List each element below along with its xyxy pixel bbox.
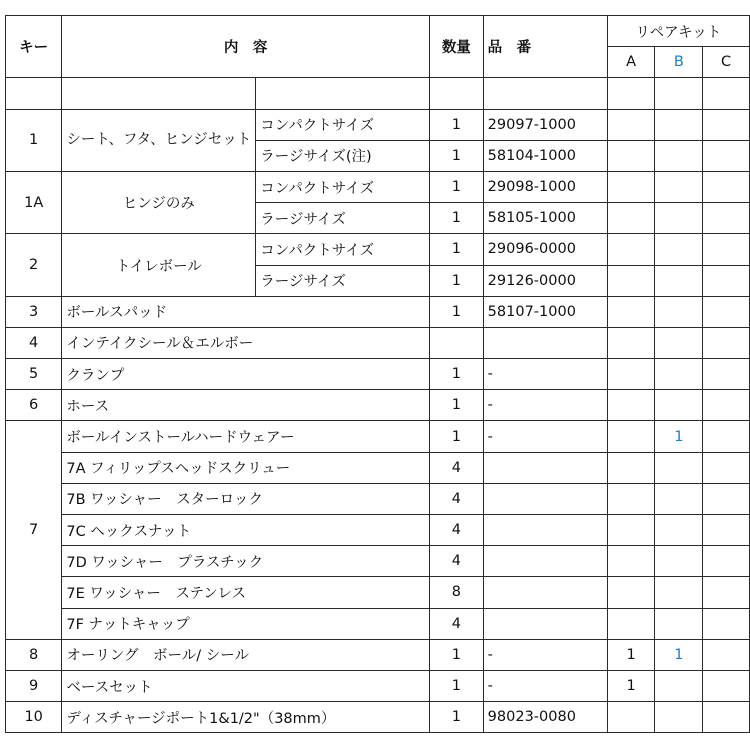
row-kit-c (703, 171, 750, 202)
row-part-no (483, 452, 607, 483)
row-kit-a (607, 140, 655, 171)
row-desc: 7C ヘックスナット (62, 515, 430, 546)
row-part-no: 98023-0080 (483, 702, 607, 733)
row-key: 1 (6, 109, 62, 171)
header-kit-c: C (703, 47, 750, 78)
row-kit-b (655, 171, 703, 202)
row-kit-b (655, 359, 703, 390)
row-kit-c (703, 515, 750, 546)
row-kit-a (607, 109, 655, 140)
row-qty (429, 327, 483, 358)
row-part-no (483, 483, 607, 514)
table-row (6, 670, 750, 701)
row-part-no (483, 327, 607, 358)
row-part-no: - (483, 670, 607, 701)
row-key: 8 (6, 639, 62, 670)
row-part-no: - (483, 359, 607, 390)
row-kit-a (607, 483, 655, 514)
row-desc: 7E ワッシャー ステンレス (62, 577, 430, 608)
row-desc: トイレボール (62, 234, 256, 296)
row-qty: 1 (429, 359, 483, 390)
row-kit-b: 1 (655, 639, 703, 670)
row-kit-b (655, 140, 703, 171)
row-part-no: 58105-1000 (483, 203, 607, 234)
row-kit-c (703, 639, 750, 670)
table-row (6, 452, 750, 483)
parts-table-container (5, 15, 750, 733)
row-kit-a (607, 234, 655, 265)
row-kit-a (607, 608, 655, 639)
table-row (6, 327, 750, 358)
header-kit-a: A (607, 47, 655, 78)
row-kit-b (655, 670, 703, 701)
header-part-no: 品 番 (483, 16, 607, 78)
row-kit-c (703, 483, 750, 514)
row-kit-c (703, 265, 750, 296)
row-kit-b (655, 608, 703, 639)
row-part-no: 58107-1000 (483, 296, 607, 327)
table-row (6, 639, 750, 670)
blank-cell (6, 78, 62, 109)
row-kit-b (655, 546, 703, 577)
row-kit-b (655, 109, 703, 140)
row-part-no: 58104-1000 (483, 140, 607, 171)
row-variant: コンパクトサイズ (256, 109, 430, 140)
row-desc: ボールスパッド (62, 296, 430, 327)
row-kit-b (655, 390, 703, 421)
row-part-no (483, 608, 607, 639)
header-content: 内 容 (62, 16, 430, 78)
row-key: 7 (6, 421, 62, 639)
blank-cell (655, 78, 703, 109)
row-part-no (483, 515, 607, 546)
row-part-no: - (483, 421, 607, 452)
row-qty: 1 (429, 203, 483, 234)
table-row (6, 483, 750, 514)
row-kit-a (607, 359, 655, 390)
row-part-no: 29096-0000 (483, 234, 607, 265)
row-kit-c (703, 390, 750, 421)
row-kit-b (655, 327, 703, 358)
row-key: 1A (6, 171, 62, 233)
row-variant: ラージサイズ (256, 265, 430, 296)
row-kit-b (655, 515, 703, 546)
row-kit-b (655, 452, 703, 483)
row-desc: ホース (62, 390, 430, 421)
row-part-no: - (483, 639, 607, 670)
row-qty: 8 (429, 577, 483, 608)
table-row (6, 171, 750, 202)
row-desc: 7D ワッシャー プラスチック (62, 546, 430, 577)
row-kit-b (655, 265, 703, 296)
row-kit-c (703, 452, 750, 483)
row-kit-c (703, 421, 750, 452)
header-key: キー (6, 16, 62, 78)
table-row (6, 359, 750, 390)
row-qty: 4 (429, 452, 483, 483)
table-row (6, 608, 750, 639)
row-qty: 1 (429, 702, 483, 733)
row-kit-c (703, 327, 750, 358)
row-qty: 4 (429, 483, 483, 514)
row-kit-c (703, 359, 750, 390)
blank-cell (483, 78, 607, 109)
row-desc: ボールインストールハードウェアー (62, 421, 430, 452)
row-desc: オーリング ボール/ シール (62, 639, 430, 670)
row-desc: ベースセット (62, 670, 430, 701)
row-kit-a (607, 171, 655, 202)
table-row (6, 577, 750, 608)
row-qty: 4 (429, 546, 483, 577)
row-kit-c (703, 608, 750, 639)
row-variant: ラージサイズ(注) (256, 140, 430, 171)
row-kit-a (607, 546, 655, 577)
row-kit-c (703, 702, 750, 733)
row-part-no (483, 577, 607, 608)
row-key: 3 (6, 296, 62, 327)
row-kit-a: 1 (607, 670, 655, 701)
row-kit-a (607, 515, 655, 546)
row-part-no: 29097-1000 (483, 109, 607, 140)
row-desc: 7B ワッシャー スターロック (62, 483, 430, 514)
blank-cell (429, 78, 483, 109)
row-qty: 1 (429, 296, 483, 327)
table-row (6, 421, 750, 452)
row-kit-a (607, 296, 655, 327)
row-key: 9 (6, 670, 62, 701)
row-kit-c (703, 546, 750, 577)
table-row (6, 109, 750, 140)
row-key: 5 (6, 359, 62, 390)
row-kit-c (703, 109, 750, 140)
table-row (6, 515, 750, 546)
row-kit-c (703, 296, 750, 327)
row-kit-b (655, 203, 703, 234)
row-part-no (483, 546, 607, 577)
row-qty: 1 (429, 234, 483, 265)
row-kit-a (607, 390, 655, 421)
parts-table (5, 15, 750, 733)
row-desc: クランプ (62, 359, 430, 390)
row-qty: 4 (429, 515, 483, 546)
header-repair-kit: リペアキット (607, 16, 749, 47)
row-desc: シート、フタ、ヒンジセット (62, 109, 256, 171)
row-qty: 1 (429, 670, 483, 701)
blank-cell (703, 78, 750, 109)
blank-cell (62, 78, 256, 109)
row-kit-a (607, 421, 655, 452)
row-kit-c (703, 203, 750, 234)
row-qty: 1 (429, 109, 483, 140)
row-key: 4 (6, 327, 62, 358)
row-kit-c (703, 140, 750, 171)
table-row (6, 546, 750, 577)
row-kit-a (607, 452, 655, 483)
row-kit-a (607, 203, 655, 234)
header-kit-b: B (655, 47, 703, 78)
row-kit-b (655, 483, 703, 514)
row-variant: コンパクトサイズ (256, 234, 430, 265)
row-kit-a (607, 702, 655, 733)
header-row-1 (6, 16, 750, 47)
row-qty: 1 (429, 265, 483, 296)
row-qty: 1 (429, 171, 483, 202)
row-kit-a (607, 577, 655, 608)
row-key: 10 (6, 702, 62, 733)
row-qty: 1 (429, 390, 483, 421)
row-kit-b (655, 577, 703, 608)
row-desc: ヒンジのみ (62, 171, 256, 233)
row-kit-b: 1 (655, 421, 703, 452)
row-qty: 1 (429, 140, 483, 171)
table-row (6, 702, 750, 733)
row-qty: 1 (429, 421, 483, 452)
blank-cell (607, 78, 655, 109)
row-kit-b (655, 234, 703, 265)
row-kit-a (607, 265, 655, 296)
row-kit-b (655, 702, 703, 733)
row-part-no: - (483, 390, 607, 421)
row-kit-a: 1 (607, 639, 655, 670)
row-desc: 7F ナットキャップ (62, 608, 430, 639)
blank-row (6, 78, 750, 109)
row-kit-b (655, 296, 703, 327)
row-key: 6 (6, 390, 62, 421)
row-kit-a (607, 327, 655, 358)
row-variant: コンパクトサイズ (256, 171, 430, 202)
row-part-no: 29098-1000 (483, 171, 607, 202)
header-qty: 数量 (429, 16, 483, 78)
row-desc: ディスチャージポート1&1/2"（38mm） (62, 702, 430, 733)
row-part-no: 29126-0000 (483, 265, 607, 296)
table-row (6, 390, 750, 421)
row-variant: ラージサイズ (256, 203, 430, 234)
blank-cell (256, 78, 430, 109)
row-key: 2 (6, 234, 62, 296)
row-qty: 1 (429, 639, 483, 670)
table-row (6, 234, 750, 265)
row-desc: 7A フィリップスヘッドスクリュー (62, 452, 430, 483)
row-kit-c (703, 670, 750, 701)
row-qty: 4 (429, 608, 483, 639)
row-kit-c (703, 234, 750, 265)
table-row (6, 296, 750, 327)
row-desc: インテイクシール＆エルボー (62, 327, 430, 358)
row-kit-c (703, 577, 750, 608)
